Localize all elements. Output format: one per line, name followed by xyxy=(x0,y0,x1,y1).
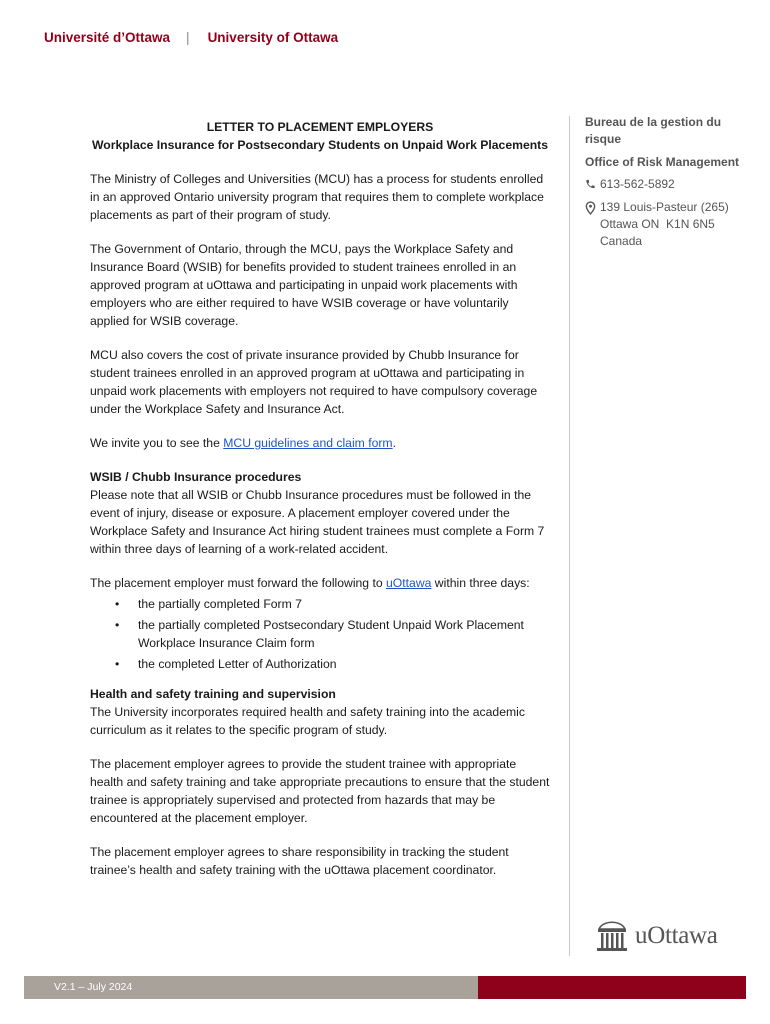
paragraph-government-wsib: The Government of Ontario, through the MCU, pays the Workplace Safety and Insurance Board (WSIB) for benefits provided to student trainees enrolled in an approved program at uOttawa and participating in unpaid work placements with employers who are either required to have WSIB coverage or have voluntarily applied for WSIB coverage. xyxy=(90,242,518,328)
location-pin-icon xyxy=(585,201,596,215)
university-brand-header xyxy=(44,30,338,45)
list-item: • the partially completed Postsecondary Student Unpaid Work Placement Workplace Insurance Claim form xyxy=(90,616,550,652)
office-name-french: Bureau de la gestion du risque xyxy=(585,115,722,146)
paragraph-training-curriculum: The University incorporates required health and safety training into the academic curriculum as it relates to the specific program of study. xyxy=(90,705,525,737)
building-icon xyxy=(595,918,629,954)
list-item: • the completed Letter of Authorization xyxy=(90,655,550,673)
office-name-english: Office of Risk Management xyxy=(585,155,740,169)
brand-english: University of Ottawa xyxy=(207,30,339,45)
address-line: Ottawa ON K1N 6N5 xyxy=(600,217,715,231)
version-label: V2.1 – July 2024 xyxy=(54,981,133,993)
address-row xyxy=(585,199,760,250)
paragraph-employer-training: The placement employer agrees to provide the student trainee with appropriate health and safety training and take appropriate precautions to ensure that the student trainee is appropriately supervised and protected from hazards that may be encountered at the placement employer. xyxy=(90,757,550,825)
uottawa-logo xyxy=(595,918,718,954)
footer-accent xyxy=(478,976,746,999)
address-line: 139 Louis-Pasteur (265) xyxy=(600,200,729,214)
heading-insurance-procedures: WSIB / Chubb Insurance procedures xyxy=(90,470,302,484)
paragraph-procedures: Please note that all WSIB or Chubb Insurance procedures must be followed in the event of injury, disease or exposure. A placement employer covered under the Workplace Safety and Insurance Act hiring student trainees must complete a Form 7 within three days of learning of a work-related accident. xyxy=(90,488,545,556)
letter-subtitle: Workplace Insurance for Postsecondary Students on Unpaid Work Placements xyxy=(91,138,549,152)
paragraph-chubb-coverage: MCU also covers the cost of private insurance provided by Chubb Insurance for student trainees enrolled in an approved program at uOttawa and participating in unpaid work placements with employers not required to have compulsory coverage under the Workplace Safety and Insurance Act. xyxy=(90,348,538,416)
address-line: Canada xyxy=(600,234,643,248)
address-block xyxy=(600,199,729,250)
brand-separator: | xyxy=(186,30,190,45)
phone-number: 613-562-5892 xyxy=(600,177,675,191)
brand-french: Université d’Ottawa xyxy=(44,30,171,45)
paragraph-ministry-process: The Ministry of Colleges and Universities (MCU) has a process for students enrolled in an approved Ontario university program that requires them to complete workplace placements as part of their program of study. xyxy=(90,172,544,222)
letter-title: LETTER TO PLACEMENT EMPLOYERS xyxy=(206,120,434,134)
sidebar-divider xyxy=(569,116,570,956)
phone-row xyxy=(585,176,760,193)
mcu-guidelines-link[interactable]: MCU guidelines and claim form xyxy=(223,436,393,450)
heading-health-safety: Health and safety training and supervision xyxy=(90,687,336,701)
phone-icon xyxy=(585,178,596,190)
paragraph-forward-documents: The placement employer must forward the following to uOttawa within three days: xyxy=(90,576,530,590)
paragraph-shared-responsibility: The placement employer agrees to share responsibility in tracking the student trainee’s health and safety training with the uOttawa placement coordinator. xyxy=(90,845,509,877)
logo-wordmark: uOttawa xyxy=(635,922,718,949)
footer-bar xyxy=(24,976,746,999)
list-item: • the partially completed Form 7 xyxy=(90,595,550,613)
documents-list xyxy=(90,595,550,673)
uottawa-link[interactable]: uOttawa xyxy=(386,576,432,590)
contact-sidebar xyxy=(585,114,760,250)
paragraph-guidelines-invite: We invite you to see the MCU guidelines and claim form. xyxy=(90,436,396,450)
letter-body xyxy=(90,118,550,879)
